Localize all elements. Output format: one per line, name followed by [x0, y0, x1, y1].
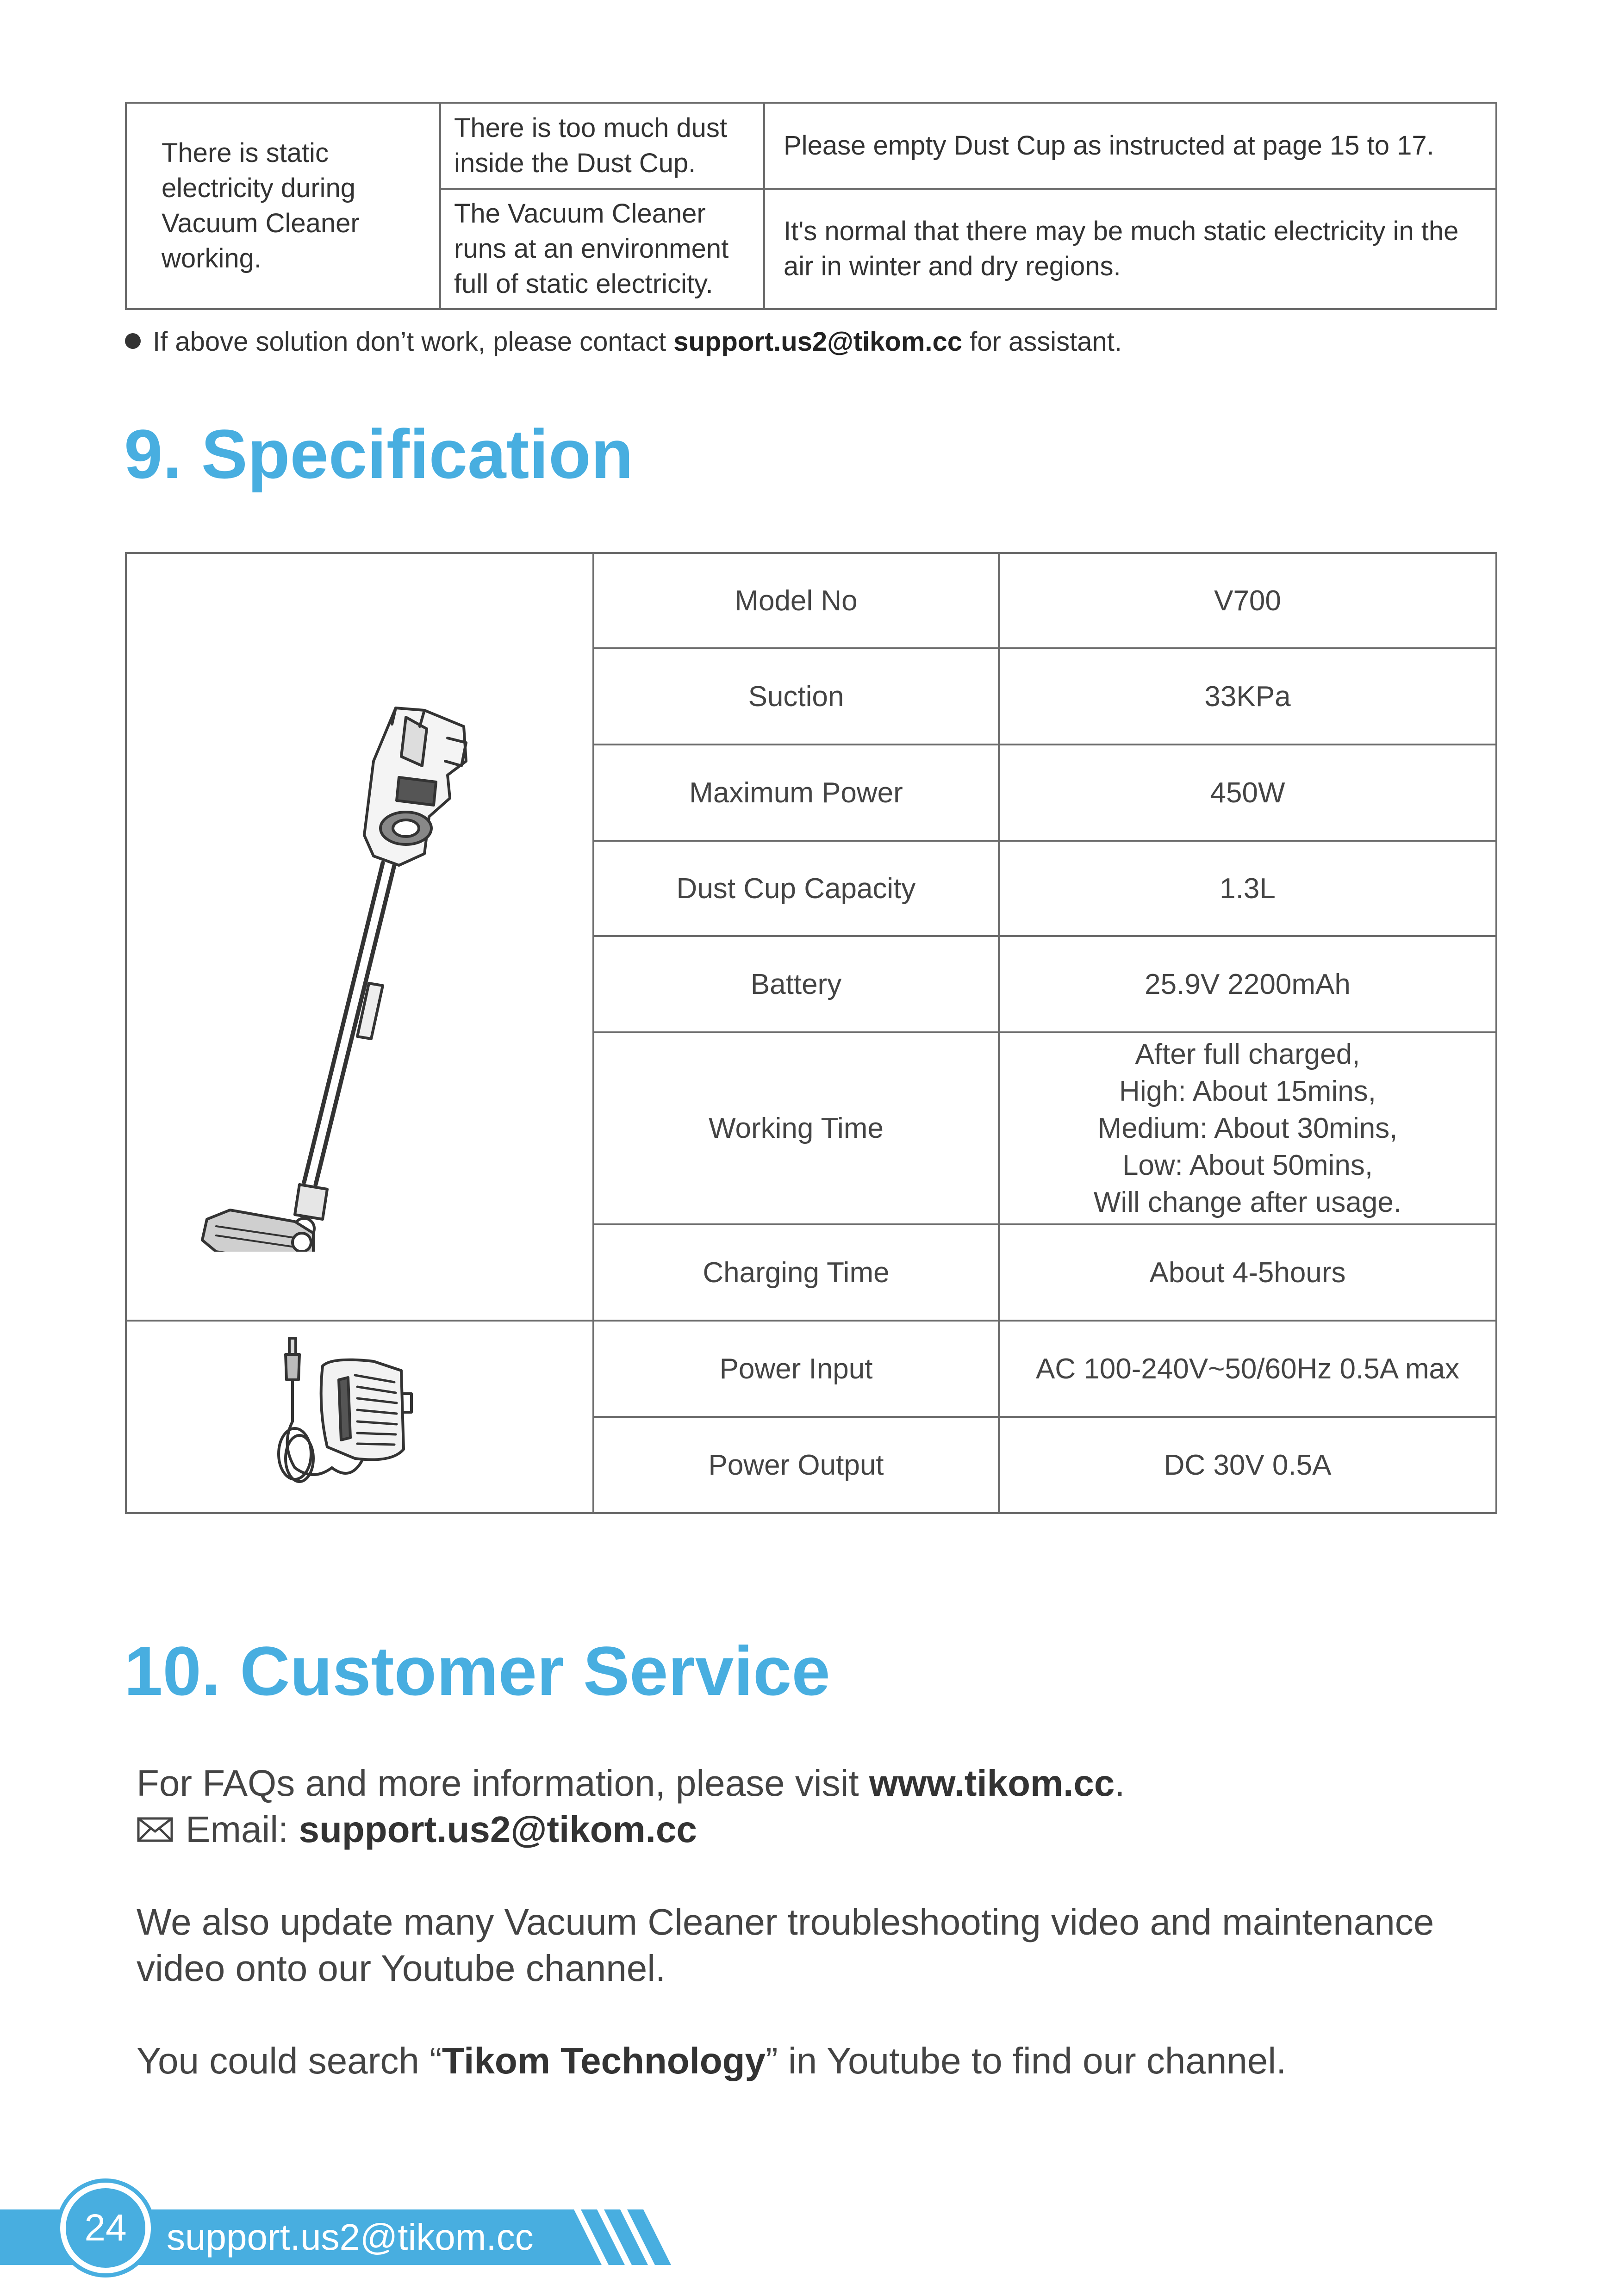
faq-text: For FAQs and more information, please visit	[137, 1762, 869, 1804]
section-title-specification: 9. Specification	[124, 415, 634, 493]
spec-label: Maximum Power	[593, 745, 999, 841]
faq-line	[137, 1762, 1125, 1805]
section-title-customer-service: 10. Customer Service	[124, 1632, 830, 1710]
working-time-line: After full charged,	[1135, 1038, 1360, 1070]
note-text: If above solution don’t work, please contact	[153, 327, 674, 357]
charger-image-cell	[126, 1321, 593, 1513]
faq-suffix: .	[1115, 1762, 1125, 1804]
spec-label: Power Output	[593, 1417, 999, 1513]
page-number-badge	[60, 2183, 151, 2273]
spec-value: 1.3L	[999, 841, 1496, 936]
specification-table	[125, 552, 1497, 1514]
spec-value: AC 100-240V~50/60Hz 0.5A max	[999, 1321, 1496, 1417]
table-row	[126, 103, 1496, 189]
spec-label: Power Input	[593, 1321, 999, 1417]
vacuum-image-cell	[126, 553, 593, 1321]
search-suffix: ” in Youtube to find our channel.	[766, 2040, 1287, 2081]
solution-cell: Please empty Dust Cup as instructed at page 15 to 17.	[764, 103, 1496, 189]
problem-cell: There is static electricity during Vacuum Cleaner working.	[126, 103, 440, 309]
working-time-line: High: About 15mins,	[1119, 1075, 1376, 1107]
working-time-line: Low: About 50mins,	[1122, 1149, 1373, 1181]
troubleshooting-table	[125, 102, 1497, 310]
table-row	[126, 553, 1496, 648]
contact-note	[125, 326, 1122, 357]
spec-label: Dust Cup Capacity	[593, 841, 999, 936]
email-link[interactable]: support.us2@tikom.cc	[299, 1809, 697, 1850]
search-prefix: You could search “	[137, 2040, 442, 2081]
charger-adapter-illustration	[262, 1329, 420, 1505]
working-time-line: Medium: About 30mins,	[1097, 1112, 1398, 1144]
working-time-line: Will change after usage.	[1093, 1186, 1402, 1218]
spec-value-working-time	[999, 1032, 1496, 1224]
bullet-icon	[125, 333, 141, 349]
solution-cell: It's normal that there may be much static electricity in the air in winter and dry regions.	[764, 189, 1496, 309]
spec-value: About 4-5hours	[999, 1224, 1496, 1321]
footer-email[interactable]: support.us2@tikom.cc	[167, 2216, 534, 2258]
note-text-suffix: for assistant.	[962, 327, 1122, 357]
search-line	[137, 2040, 1286, 2082]
email-label: Email:	[186, 1809, 299, 1850]
spec-label: Charging Time	[593, 1224, 999, 1321]
spec-label: Battery	[593, 936, 999, 1032]
spec-label: Model No	[593, 553, 999, 648]
cause-cell: The Vacuum Cleaner runs at an environment full of static electricity.	[440, 189, 764, 309]
spec-value: 33KPa	[999, 648, 1496, 745]
support-email-link[interactable]: support.us2@tikom.cc	[673, 327, 963, 357]
spec-value: V700	[999, 553, 1496, 648]
page-number: 24	[84, 2207, 127, 2249]
table-row	[126, 1321, 1496, 1417]
cause-cell: There is too much dust inside the Dust Cup.	[440, 103, 764, 189]
envelope-icon	[137, 1817, 174, 1843]
youtube-line-1: We also update many Vacuum Cleaner troubleshooting video and maintenance	[137, 1901, 1434, 1942]
vacuum-cleaner-illustration	[188, 622, 512, 1252]
spec-value: 450W	[999, 745, 1496, 841]
spec-label: Working Time	[593, 1032, 999, 1224]
search-term: Tikom Technology	[442, 2040, 766, 2081]
spec-value: DC 30V 0.5A	[999, 1417, 1496, 1513]
youtube-line-2: video onto our Youtube channel.	[137, 1948, 666, 1989]
spec-label: Suction	[593, 648, 999, 745]
website-link[interactable]: www.tikom.cc	[869, 1762, 1115, 1804]
email-line	[137, 1808, 697, 1851]
spec-value: 25.9V 2200mAh	[999, 936, 1496, 1032]
